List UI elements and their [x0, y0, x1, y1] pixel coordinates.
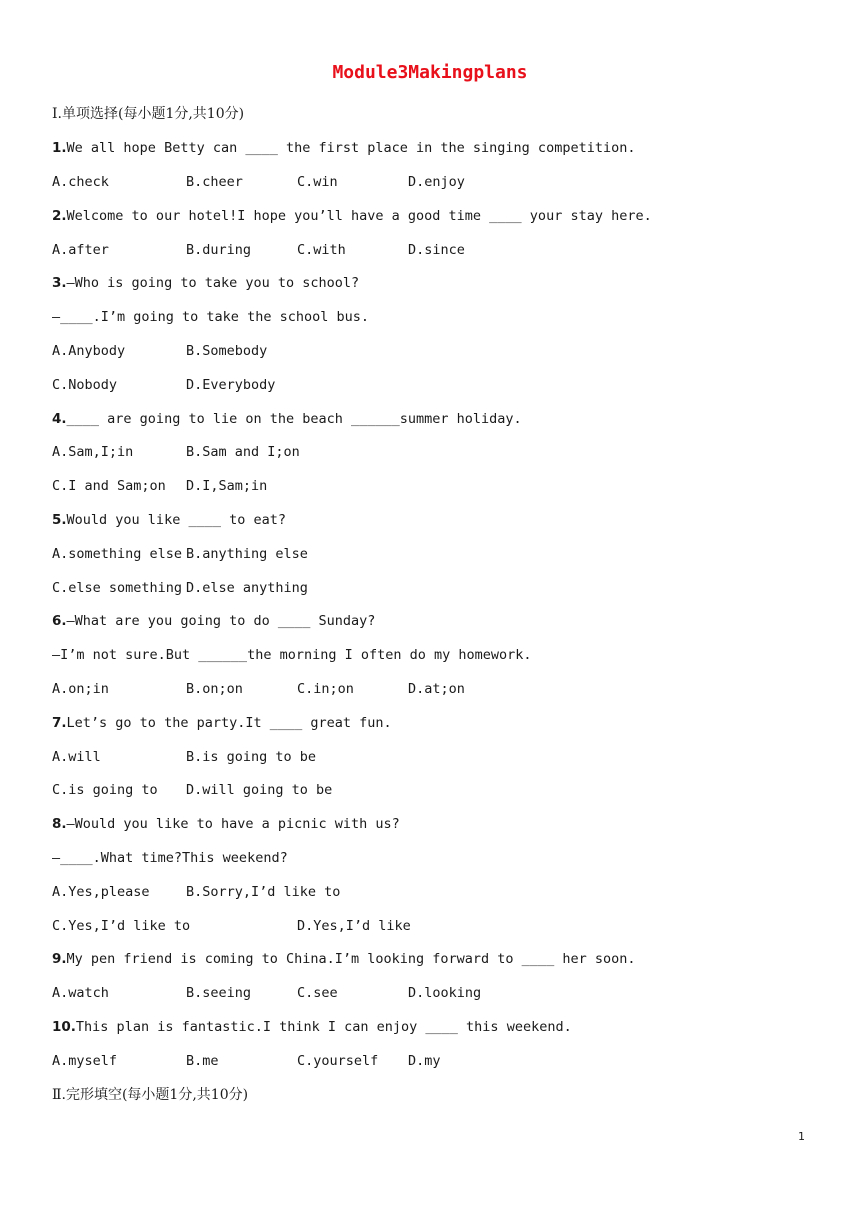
section-heading-single-choice: Ⅰ.单项选择(每小题1分,共10分): [52, 106, 245, 122]
section-heading-cloze: Ⅱ.完形填空(每小题1分,共10分): [52, 1087, 249, 1103]
question-text: —Would you like to have a picnic with us?: [66, 816, 400, 832]
option-a: A.Yes,please: [52, 884, 150, 900]
question-text: —Who is going to take you to school?: [66, 275, 360, 291]
option-b: B.me: [186, 1053, 219, 1069]
option-c: C.in;on: [297, 681, 354, 697]
option-a: A.Sam,I;in: [52, 444, 134, 460]
question-number: 1.: [52, 140, 67, 156]
option-d: D.at;on: [408, 681, 465, 697]
question-6: [52, 612, 375, 630]
option-d: D.my: [408, 1053, 441, 1069]
question-text: —What are you going to do ____ Sunday?: [66, 613, 376, 629]
question-number: 6.: [52, 613, 67, 629]
question-number: 7.: [52, 715, 67, 731]
question-5: [52, 511, 286, 529]
options-row: [52, 376, 276, 394]
option-a: A.something else: [52, 546, 183, 562]
question-text: We all hope Betty can ____ the first place in the singing competition.: [66, 140, 636, 156]
options-row: [52, 241, 465, 259]
options-row: [52, 781, 333, 799]
question-text: Welcome to our hotel!I hope you’ll have a good time ____ your stay here.: [66, 208, 652, 224]
option-c: C.see: [297, 985, 338, 1001]
option-c: C.win: [297, 174, 338, 190]
options-row: [52, 1052, 441, 1070]
option-b: B.on;on: [186, 681, 243, 697]
question-text: ____ are going to lie on the beach ______summer holiday.: [66, 411, 522, 427]
option-b: B.Sorry,I’d like to: [186, 884, 341, 900]
option-c: C.else something: [52, 580, 183, 596]
page-number: 1: [798, 1130, 805, 1143]
options-row: [52, 917, 411, 935]
question-number: 9.: [52, 951, 67, 967]
options-row: [52, 173, 465, 191]
option-b: B.seeing: [186, 985, 252, 1001]
option-a: A.after: [52, 242, 109, 258]
question-number: 4.: [52, 411, 67, 427]
question-8: [52, 815, 400, 833]
option-d: D.will going to be: [186, 782, 333, 798]
question-text: Would you like ____ to eat?: [66, 512, 286, 528]
question-text: My pen friend is coming to China.I’m looking forward to ____ her soon.: [66, 951, 636, 967]
option-a: A.myself: [52, 1053, 118, 1069]
option-d: D.Everybody: [186, 377, 276, 393]
option-c: C.Nobody: [52, 377, 118, 393]
option-a: A.Anybody: [52, 343, 126, 359]
option-d: D.since: [408, 242, 465, 258]
question-text: Let’s go to the party.It ____ great fun.: [66, 715, 392, 731]
question-10: [52, 1018, 572, 1036]
question-reply: —____.I’m going to take the school bus.: [52, 309, 369, 325]
option-d: D.enjoy: [408, 174, 465, 190]
options-row: [52, 579, 308, 597]
option-b: B.Sam and I;on: [186, 444, 300, 460]
options-row: [52, 680, 465, 698]
option-c: C.is going to: [52, 782, 158, 798]
option-d: D.looking: [408, 985, 482, 1001]
question-1: [52, 139, 635, 157]
option-d: D.I,Sam;in: [186, 478, 268, 494]
page-title: Module3Makingplans: [332, 62, 528, 83]
options-row: [52, 342, 268, 360]
question-number: 8.: [52, 816, 67, 832]
options-row: [52, 545, 308, 563]
option-a: A.will: [52, 749, 101, 765]
question-3: [52, 274, 359, 292]
question-number: 5.: [52, 512, 67, 528]
option-b: B.anything else: [186, 546, 308, 562]
question-9: [52, 950, 635, 968]
option-c: C.with: [297, 242, 346, 258]
option-b: B.is going to be: [186, 749, 317, 765]
options-row: [52, 984, 482, 1002]
options-row: [52, 883, 341, 901]
question-text: This plan is fantastic.I think I can enjoy ____ this weekend.: [75, 1019, 572, 1035]
option-b: B.Somebody: [186, 343, 268, 359]
option-b: B.cheer: [186, 174, 243, 190]
options-row: [52, 748, 317, 766]
question-reply: —____.What time?This weekend?: [52, 850, 288, 866]
options-row: [52, 477, 268, 495]
question-number: 10.: [52, 1019, 76, 1035]
question-reply: —I’m not sure.But ______the morning I often do my homework.: [52, 647, 532, 663]
option-d: D.else anything: [186, 580, 308, 596]
option-c: C.Yes,I’d like to: [52, 918, 191, 934]
question-4: [52, 410, 522, 428]
question-number: 2.: [52, 208, 67, 224]
option-a: A.watch: [52, 985, 109, 1001]
question-2: [52, 207, 652, 225]
option-d: D.Yes,I’d like: [297, 918, 411, 934]
option-a: A.on;in: [52, 681, 109, 697]
options-row: [52, 443, 300, 461]
option-a: A.check: [52, 174, 109, 190]
question-7: [52, 714, 392, 732]
question-number: 3.: [52, 275, 67, 291]
option-b: B.during: [186, 242, 252, 258]
option-c: C.yourself: [297, 1053, 379, 1069]
option-c: C.I and Sam;on: [52, 478, 166, 494]
